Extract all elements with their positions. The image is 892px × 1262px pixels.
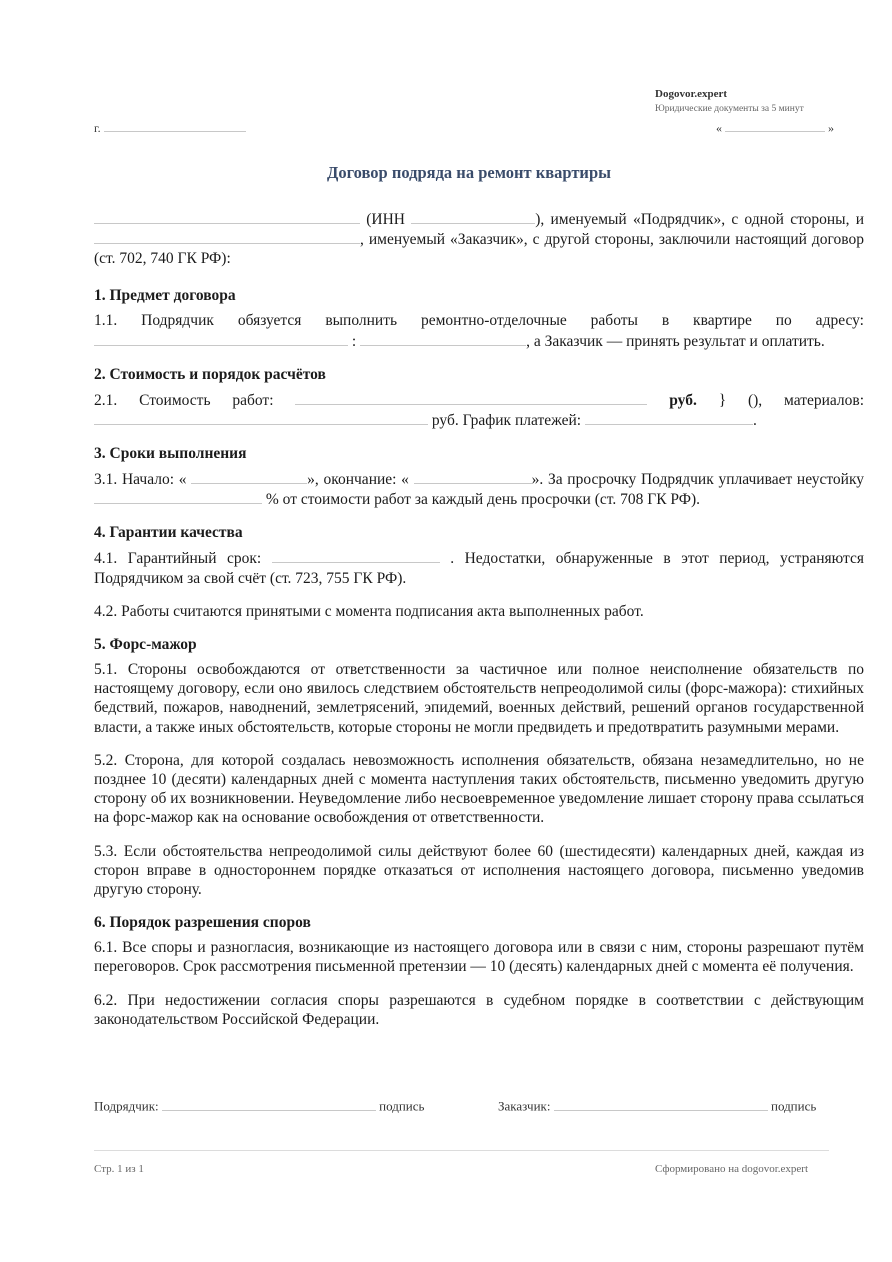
city-blank[interactable] bbox=[104, 120, 246, 132]
address-city-blank[interactable] bbox=[94, 331, 348, 346]
section-3-paragraph-1 bbox=[94, 469, 864, 509]
section-2-heading: 2. Стоимость и порядок расчётов bbox=[94, 365, 326, 383]
section-3-text-b: », окончание: « bbox=[307, 471, 409, 489]
section-5-paragraph-2: 5.2. Сторона, для которой создалась невозможность исполнения обязательств, обязана незамедлительно, но не позднее 10 (десяти) календарных дней с момента наступления таких обстоятельств, письменно уведомить другую сторону об их возникновении. Неуведомление либо несвоевременное уведомление лишает сторону права ссылаться на форс-мажор как на основание освобождения от ответственности. bbox=[94, 751, 864, 827]
contractor-inn-blank[interactable] bbox=[411, 209, 535, 224]
section-2-end: . bbox=[752, 411, 757, 429]
penalty-percent-blank[interactable] bbox=[94, 489, 262, 504]
section-2-text-b: } (), материалов: bbox=[718, 391, 865, 409]
section-6-paragraph-1: 6.1. Все споры и разногласия, возникающие из настоящего договора или в связи с ним, стороны разрешают путём переговоров. Срок рассмотрения письменной претензии — 10 (десять) календарных дней с момента её получения. bbox=[94, 939, 864, 976]
city-line bbox=[94, 120, 246, 136]
client-sign-word: подпись bbox=[770, 1098, 817, 1114]
city-prefix: г. bbox=[94, 120, 101, 135]
brand-name: Dogovor.expert bbox=[655, 88, 727, 100]
client-signature bbox=[498, 1098, 816, 1115]
section-2-paragraph-1 bbox=[94, 390, 864, 430]
address-street-blank[interactable] bbox=[360, 331, 526, 346]
work-cost-currency: руб. bbox=[669, 391, 697, 409]
client-name-blank[interactable] bbox=[94, 229, 360, 244]
date-open-quote: « bbox=[716, 120, 722, 135]
warranty-period-blank[interactable] bbox=[272, 548, 440, 563]
date-blank[interactable] bbox=[725, 120, 825, 132]
section-4-text-b: . Недостатки, обнаруженные в этот период, устраняются Подрядчиком за свой счёт (ст. 723, 755 ГК РФ). bbox=[94, 550, 865, 587]
section-3-heading: 3. Сроки выполнения bbox=[94, 445, 247, 463]
client-signature-label: Заказчик: bbox=[498, 1098, 551, 1114]
intro-inn-label: (ИНН bbox=[366, 210, 405, 228]
section-5-paragraph-3: 5.3. Если обстоятельства непреодолимой силы действуют более 60 (шестидесяти) календарных дней, каждая из сторон вправе в одностороннем порядке отказаться от исполнения настоящего договора, письменно уведомив другую сторону. bbox=[94, 842, 864, 898]
contractor-signature bbox=[94, 1098, 424, 1115]
section-2-text-a: 2.1. Стоимость работ: bbox=[94, 391, 274, 409]
section-3-text-d: % от стоимости работ за каждый день просрочки (ст. 708 ГК РФ). bbox=[265, 491, 701, 509]
client-signature-blank[interactable] bbox=[554, 1098, 768, 1111]
generated-note: Сформировано на dogovor.expert bbox=[655, 1163, 809, 1175]
brand-tagline: Юридические документы за 5 минут bbox=[655, 104, 804, 114]
section-3-text-c: ». За просрочку Подрядчик уплачивает неустойку bbox=[531, 471, 865, 489]
contractor-signature-label: Подрядчик: bbox=[94, 1098, 159, 1114]
intro-paragraph bbox=[94, 209, 864, 268]
section-5-paragraph-1: 5.1. Стороны освобождаются от ответственности за частичное или полное неисполнение обязательств по настоящему договору, если оно явилось следствием обстоятельств непреодолимой силы (форс-мажора): стихийных бедствий, пожаров, наводнений, землетрясений, эпидемий, военных действий, решений органов государственной власти, а также иных обстоятельств, которые стороны не могли предвидеть и предотвратить разумными мерами. bbox=[94, 660, 864, 736]
section-4-text-a: 4.1. Гарантийный срок: bbox=[94, 550, 262, 568]
start-date-blank[interactable] bbox=[191, 469, 307, 484]
section-4-heading: 4. Гарантии качества bbox=[94, 524, 243, 542]
section-6-heading: 6. Порядок разрешения споров bbox=[94, 914, 311, 932]
section-1-text-a: 1.1. Подрядчик обязуется выполнить ремонтно-отделочные работы в квартире по адресу: bbox=[94, 312, 864, 330]
section-4-paragraph-2: 4.2. Работы считаются принятыми с момента подписания акта выполненных работ. bbox=[94, 602, 644, 620]
contractor-name-blank[interactable] bbox=[94, 209, 360, 224]
work-cost-blank[interactable] bbox=[295, 390, 647, 405]
section-1-paragraph-1 bbox=[94, 311, 864, 350]
contractor-signature-blank[interactable] bbox=[162, 1098, 376, 1111]
date-close-quote: » bbox=[828, 120, 834, 135]
date-line bbox=[716, 120, 834, 136]
section-4-paragraph-1 bbox=[94, 548, 864, 587]
contractor-sign-word: подпись bbox=[379, 1098, 425, 1114]
section-2-text-c: руб. График платежей: bbox=[431, 411, 582, 429]
section-5-heading: 5. Форс-мажор bbox=[94, 635, 197, 653]
page-number: Стр. 1 из 1 bbox=[94, 1163, 144, 1175]
document-body bbox=[94, 209, 864, 1029]
section-1-heading: 1. Предмет договора bbox=[94, 287, 236, 305]
end-date-blank[interactable] bbox=[414, 469, 532, 484]
section-6-paragraph-2: 6.2. При недостижении согласия споры разрешаются в судебном порядке в соответствии с действующим законодательством Российской Федерации. bbox=[94, 991, 864, 1028]
section-1-text-b: , а Заказчик — принять результат и оплатить. bbox=[526, 332, 825, 350]
section-3-text-a: 3.1. Начало: « bbox=[94, 471, 187, 489]
address-separator: : bbox=[351, 332, 357, 350]
footer-divider bbox=[94, 1150, 829, 1151]
intro-text-2: , именуемый «Заказчик», с другой стороны, заключили настоящий договор (ст. 702, 740 ГК РФ): bbox=[94, 231, 864, 268]
payment-schedule-blank[interactable] bbox=[585, 410, 753, 425]
materials-cost-blank[interactable] bbox=[94, 410, 428, 425]
intro-text-1: ), именуемый «Подрядчик», с одной стороны, и bbox=[535, 210, 865, 228]
document-title: Договор подряда на ремонт квартиры bbox=[326, 163, 611, 182]
